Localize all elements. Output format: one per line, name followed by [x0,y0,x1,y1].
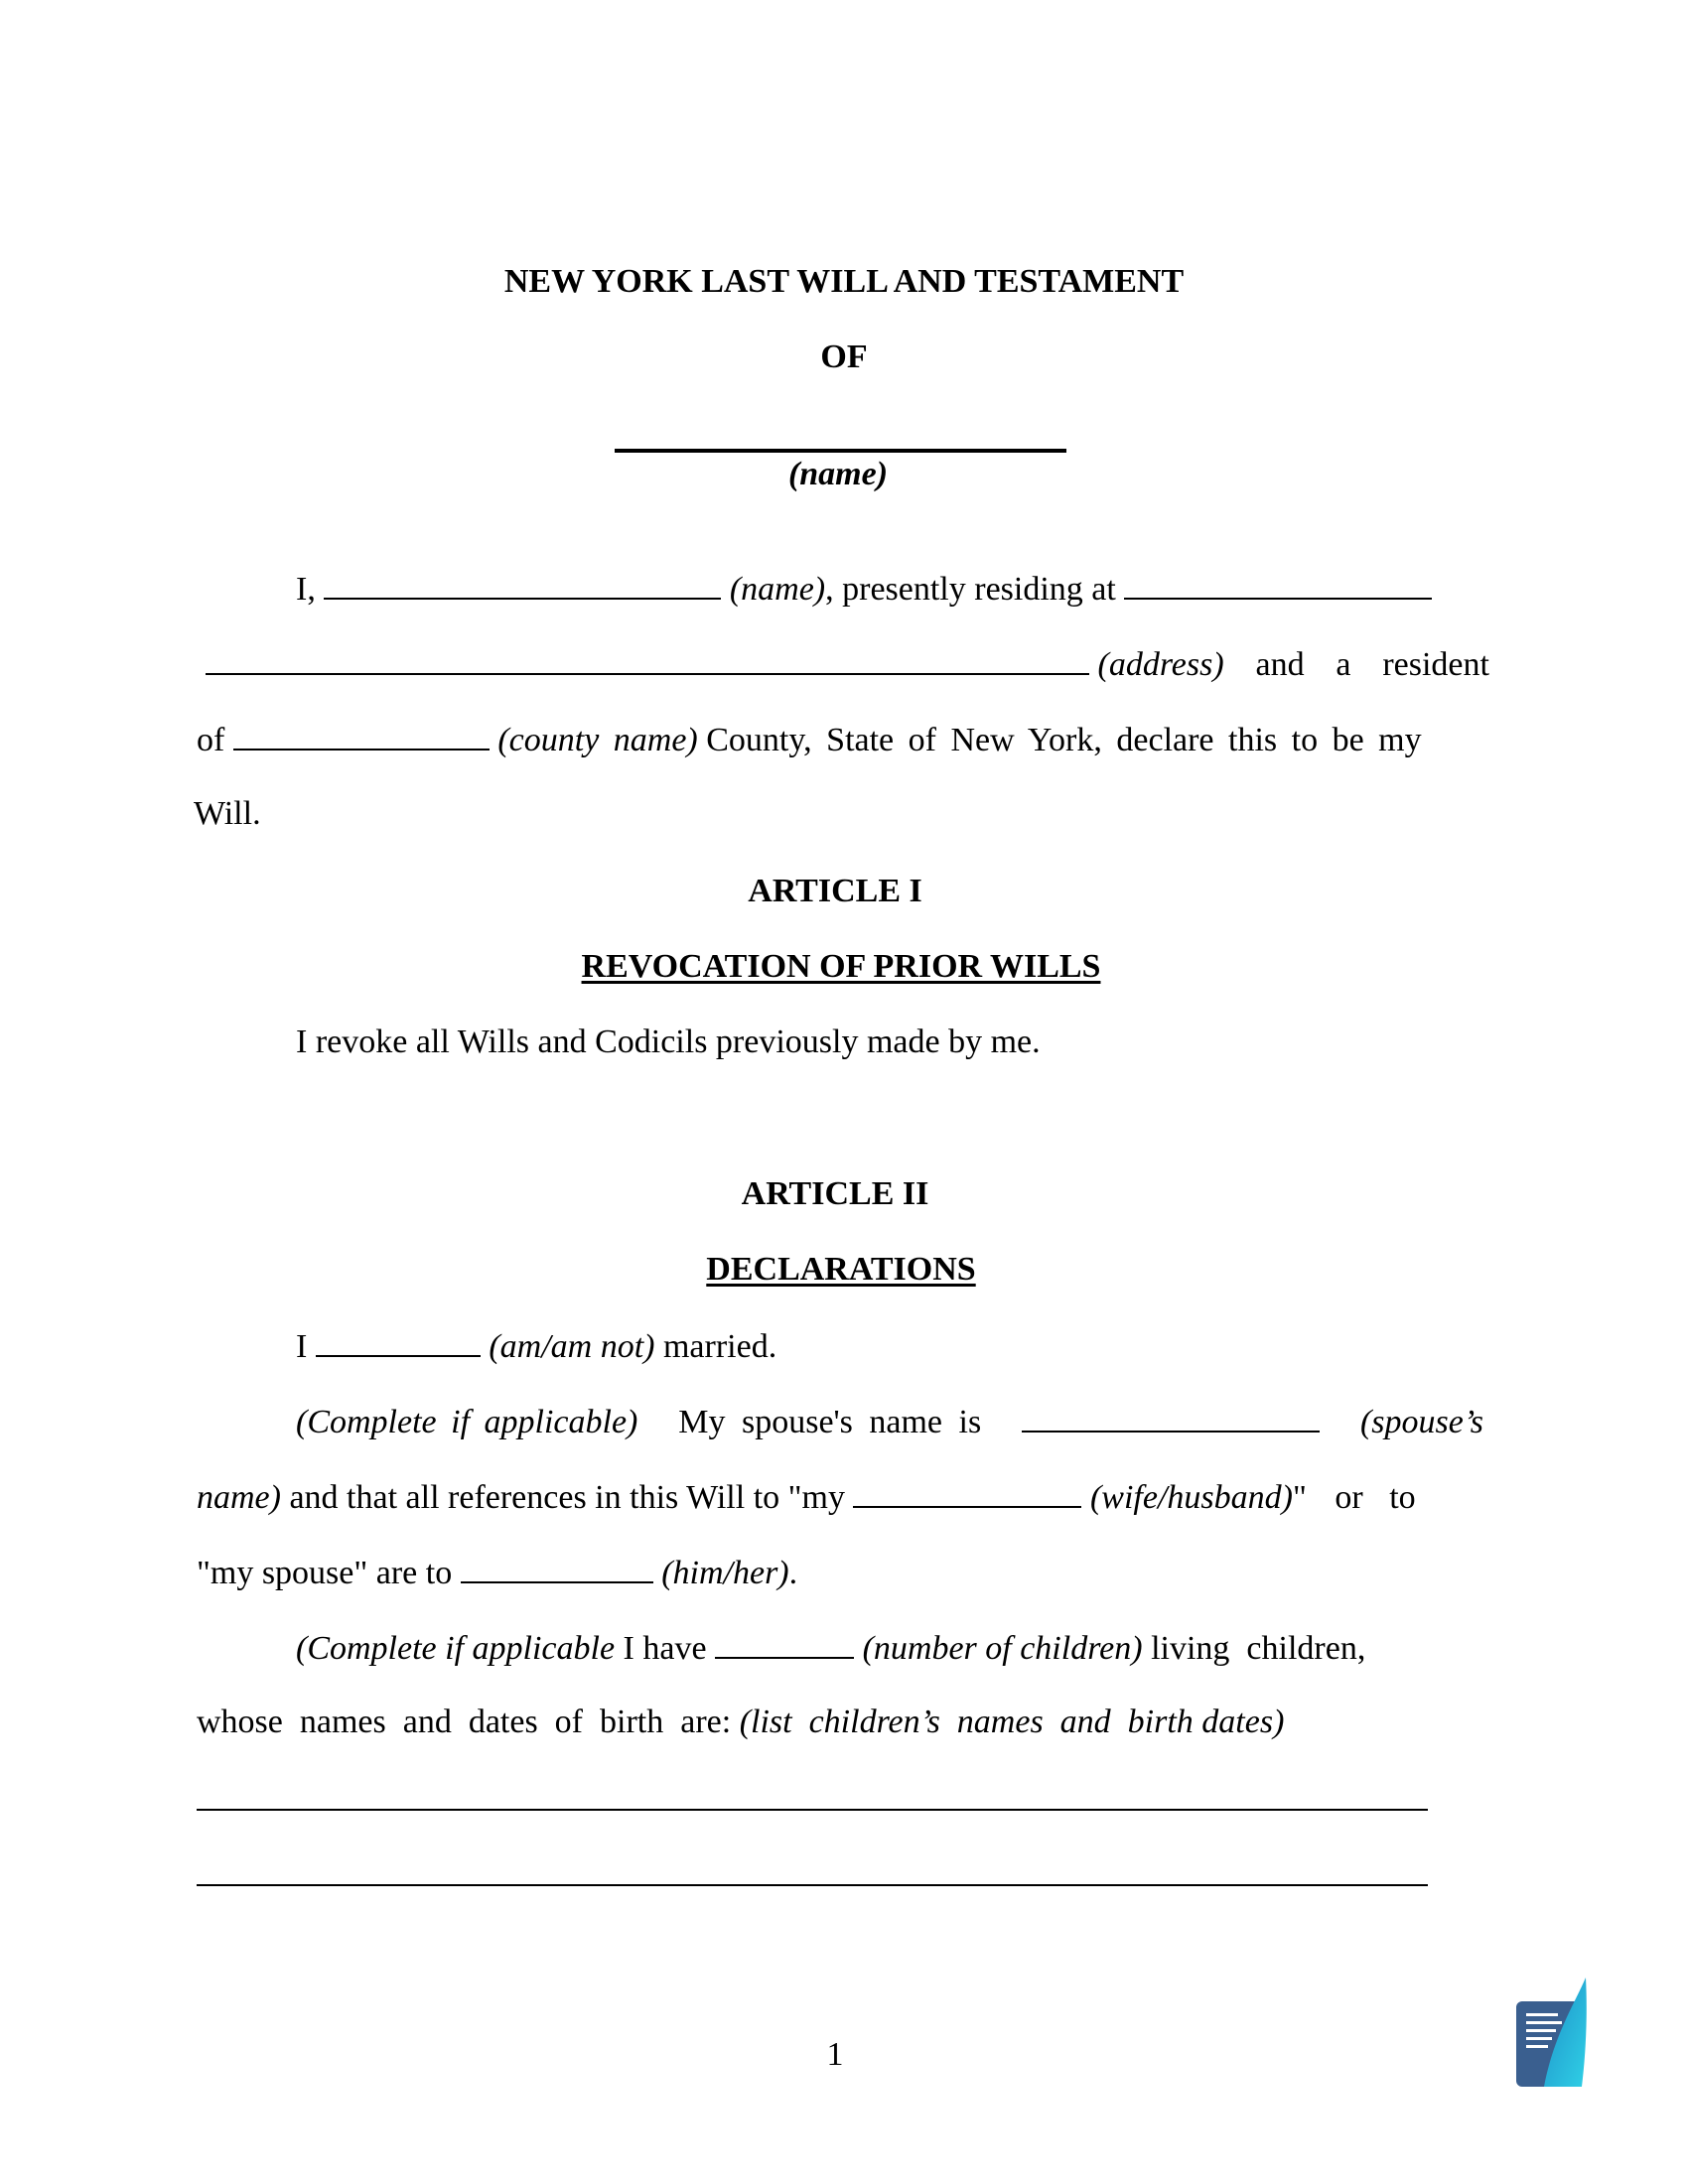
intro-text: , presently residing at [825,571,1116,608]
spouse-line-2 [197,1476,1483,1518]
intro-text: County, State of New York, declare this to be my [706,722,1422,758]
testator-name-blank[interactable] [615,449,1066,453]
spouse-name-blank[interactable] [1022,1401,1320,1433]
intro-text: I, [296,571,316,608]
name-blank[interactable] [324,568,721,600]
children-hint: (Complete if applicable [296,1630,616,1667]
residence-blank[interactable] [1124,568,1432,600]
declaration-text: living children, [1151,1630,1366,1667]
children-hint: (number of children) [862,1630,1143,1667]
testator-name-caption: (name) [787,456,889,492]
article-1-text: I revoke all Wills and Codicils previously made by me. [296,1024,1041,1060]
document-quill-icon [1514,1976,1588,2089]
children-list-blank[interactable] [197,1809,1428,1811]
him-her-hint: (him/her) [661,1555,789,1591]
spouse-hint: name) [197,1479,281,1516]
intro-text: of [197,722,225,758]
children-list-blank[interactable] [197,1884,1428,1886]
article-2-subheading: DECLARATIONS [706,1251,976,1288]
article-2-heading: ARTICLE II [741,1175,929,1212]
declaration-text: " [1292,1479,1307,1516]
marital-status-line [296,1325,776,1367]
intro-text: and [1255,646,1305,683]
declaration-text: and that all references in this Will to "my [289,1479,845,1516]
intro-line-1 [296,568,1432,610]
marital-status-hint: (am/am not) [489,1328,655,1365]
wife-husband-hint: (wife/husband) [1089,1479,1293,1516]
children-line-2 [197,1703,1284,1742]
declaration-text: "my spouse" are to [197,1555,453,1591]
declaration-text: or [1335,1479,1363,1516]
county-blank[interactable] [233,719,490,751]
declaration-text: whose names and dates of birth are: [197,1704,732,1740]
name-hint: (name) [729,571,826,608]
document-title: NEW YORK LAST WILL AND TESTAMENT [503,263,1185,300]
address-hint: (address) [1097,646,1224,683]
intro-line-4: Will. [194,795,261,832]
address-blank[interactable] [206,643,1089,675]
declaration-text: . [788,1555,798,1591]
declaration-text: I [296,1328,308,1365]
declaration-text: to [1389,1479,1416,1516]
spouse-line-3 [197,1552,797,1593]
number-of-children-blank[interactable] [715,1627,854,1659]
county-hint: (county name) [497,722,698,758]
page-number: 1 [826,2036,844,2073]
declaration-text: I have [623,1630,707,1667]
article-1-subheading: REVOCATION OF PRIOR WILLS [581,948,1101,985]
document-title-of: OF [820,339,868,375]
children-hint: (list children’s names and birth dates) [739,1704,1285,1740]
spouse-hint: (spouse’s [1359,1404,1483,1440]
wife-husband-blank[interactable] [853,1476,1081,1508]
intro-text: a [1336,646,1351,683]
him-her-blank[interactable] [461,1552,653,1583]
declaration-text: My spouse's name is [678,1404,982,1440]
article-1-heading: ARTICLE I [748,873,922,909]
intro-line-3 [197,719,1489,760]
declaration-text: married. [662,1328,777,1365]
spouse-line-1 [296,1401,1483,1442]
children-line-1 [296,1627,1365,1669]
intro-text: resident [1382,646,1489,683]
marital-status-blank[interactable] [316,1325,481,1357]
spouse-hint: (Complete if applicable) [296,1404,638,1440]
intro-line-2 [206,643,1489,685]
